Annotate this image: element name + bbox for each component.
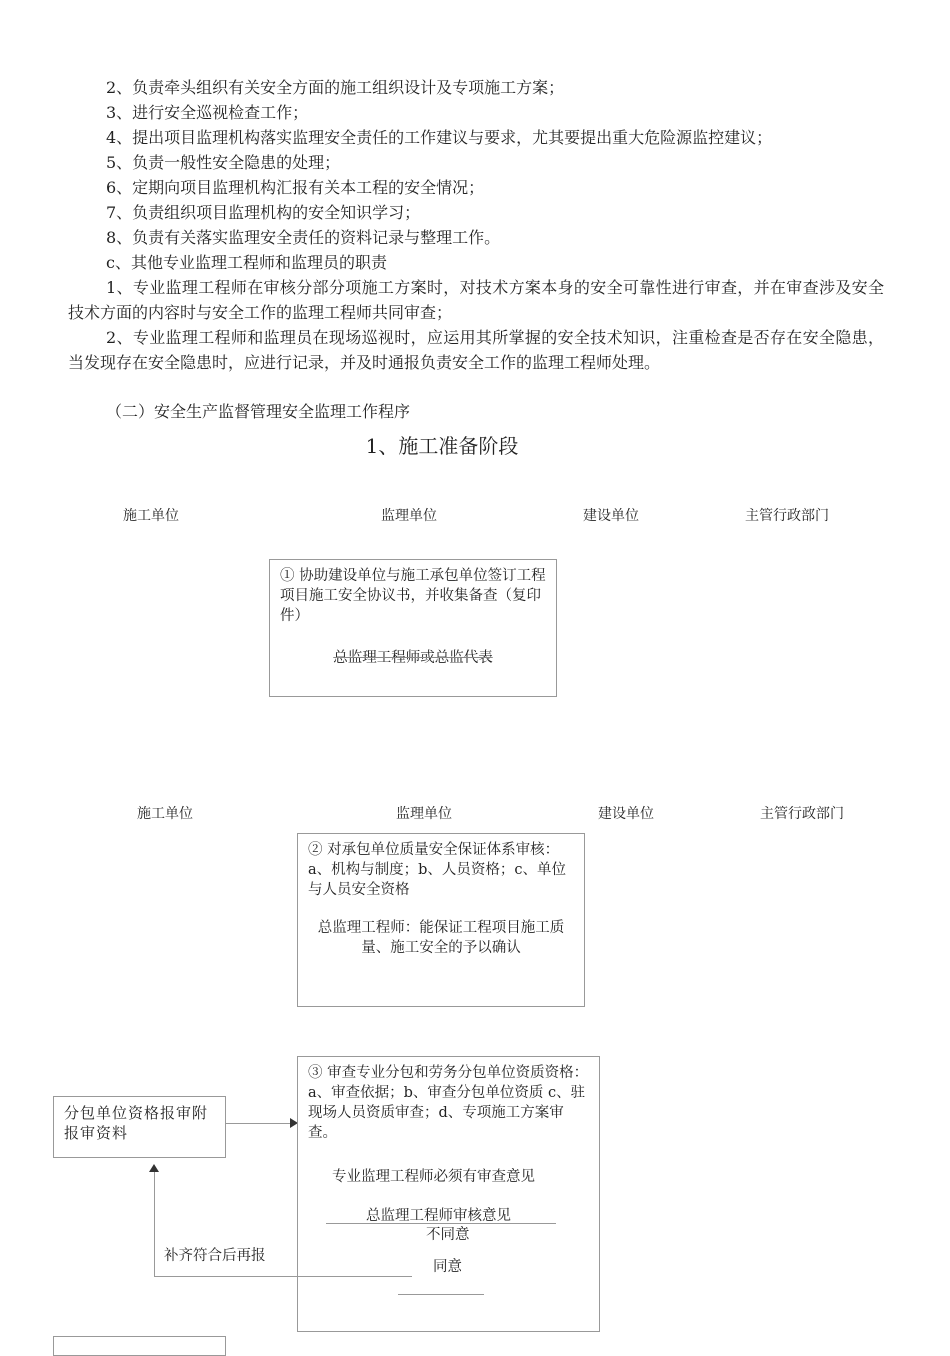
flow-box-3-text: ③ 审查专业分包和劳务分包单位资质资格： a、审查依据；b、审查分包单位资质 c、驻现场人员资质审查；d、专项施工方案审查。 — [308, 1065, 589, 1141]
flow-box-1-sign: 总监理工程师或总监代表 — [333, 650, 493, 666]
return-line-vertical — [154, 1172, 155, 1276]
column-header-supervision-2: 监理单位 — [396, 806, 452, 822]
column-header-owner-2: 建设单位 — [598, 806, 654, 822]
arrow-head-up — [149, 1164, 159, 1172]
column-header-authority-2: 主管行政部门 — [760, 806, 844, 822]
flow-box-2-sign: 总监理工程师：能保证工程项目施工质量、施工安全的予以确认 — [317, 920, 565, 956]
duty-heading-c: c、其他专业监理工程师和监理员的职责 — [106, 253, 387, 272]
duty-line-3: 3、进行安全巡视检查工作； — [106, 103, 309, 122]
flow-box-1 — [269, 559, 557, 697]
duty-line-5: 5、负责一般性安全隐患的处理； — [106, 153, 341, 172]
disagree-label: 不同意 — [426, 1227, 470, 1243]
chief-opinion: 总监理工程师审核意见 — [366, 1208, 511, 1224]
stage-title: 1、施工准备阶段 — [365, 434, 519, 458]
flow-box-2-text: ② 对承包单位质量安全保证体系审核：a、机构与制度；b、人员资格；c、单位与人员安全资格 — [308, 842, 567, 898]
next-step-box-partial — [53, 1336, 226, 1356]
column-header-authority: 主管行政部门 — [745, 508, 829, 524]
resubmit-label: 补齐符合后再报 — [164, 1248, 266, 1264]
subcontractor-submission-text: 分包单位资格报审附报审资料 — [64, 1104, 209, 1142]
duty-line-4: 4、提出项目监理机构落实监理安全责任的工作建议与要求，尤其要提出重大危险源监控建议； — [106, 128, 773, 147]
subcontractor-submission-box — [53, 1096, 226, 1158]
section-heading: （二）安全生产监督管理安全监理工作程序 — [106, 402, 411, 421]
agree-underline — [398, 1294, 484, 1295]
flow-box-1-text: ① 协助建设单位与施工承包单位签订工程项目施工安全协议书，并收集备查（复印件） — [280, 568, 546, 624]
flow-box-2 — [297, 833, 585, 1007]
column-header-construction: 施工单位 — [123, 508, 179, 524]
column-header-supervision: 监理单位 — [381, 508, 437, 524]
duty-line-8: 8、负责有关落实监理安全责任的资料记录与整理工作。 — [106, 228, 501, 247]
arrow-line-to-review — [226, 1123, 290, 1124]
paragraph-2: 2、专业监理工程师和监理员在现场巡视时，应运用其所掌握的安全技术知识，注重检查是否存在安全隐患，当发现存在安全隐患时，应进行记录，并及时通报负责安全工作的监理工程师处理。 — [68, 328, 884, 372]
duty-line-7: 7、负责组织项目监理机构的安全知识学习； — [106, 203, 421, 222]
paragraph-1: 1、专业监理工程师在审核分部分项施工方案时，对技术方案本身的安全可靠性进行审查，并在审查涉及安全技术方面的内容时与安全工作的监理工程师共同审查； — [68, 278, 884, 322]
return-line-horizontal — [154, 1276, 412, 1277]
specialist-opinion: 专业监理工程师必须有审查意见 — [332, 1169, 535, 1185]
agree-label: 同意 — [433, 1259, 462, 1275]
duty-line-2: 2、负责牵头组织有关安全方面的施工组织设计及专项施工方案； — [106, 78, 565, 97]
column-header-construction-2: 施工单位 — [137, 806, 193, 822]
flow-box-3 — [297, 1056, 600, 1332]
duty-line-6: 6、定期向项目监理机构汇报有关本工程的安全情况； — [106, 178, 485, 197]
column-header-owner: 建设单位 — [583, 508, 639, 524]
